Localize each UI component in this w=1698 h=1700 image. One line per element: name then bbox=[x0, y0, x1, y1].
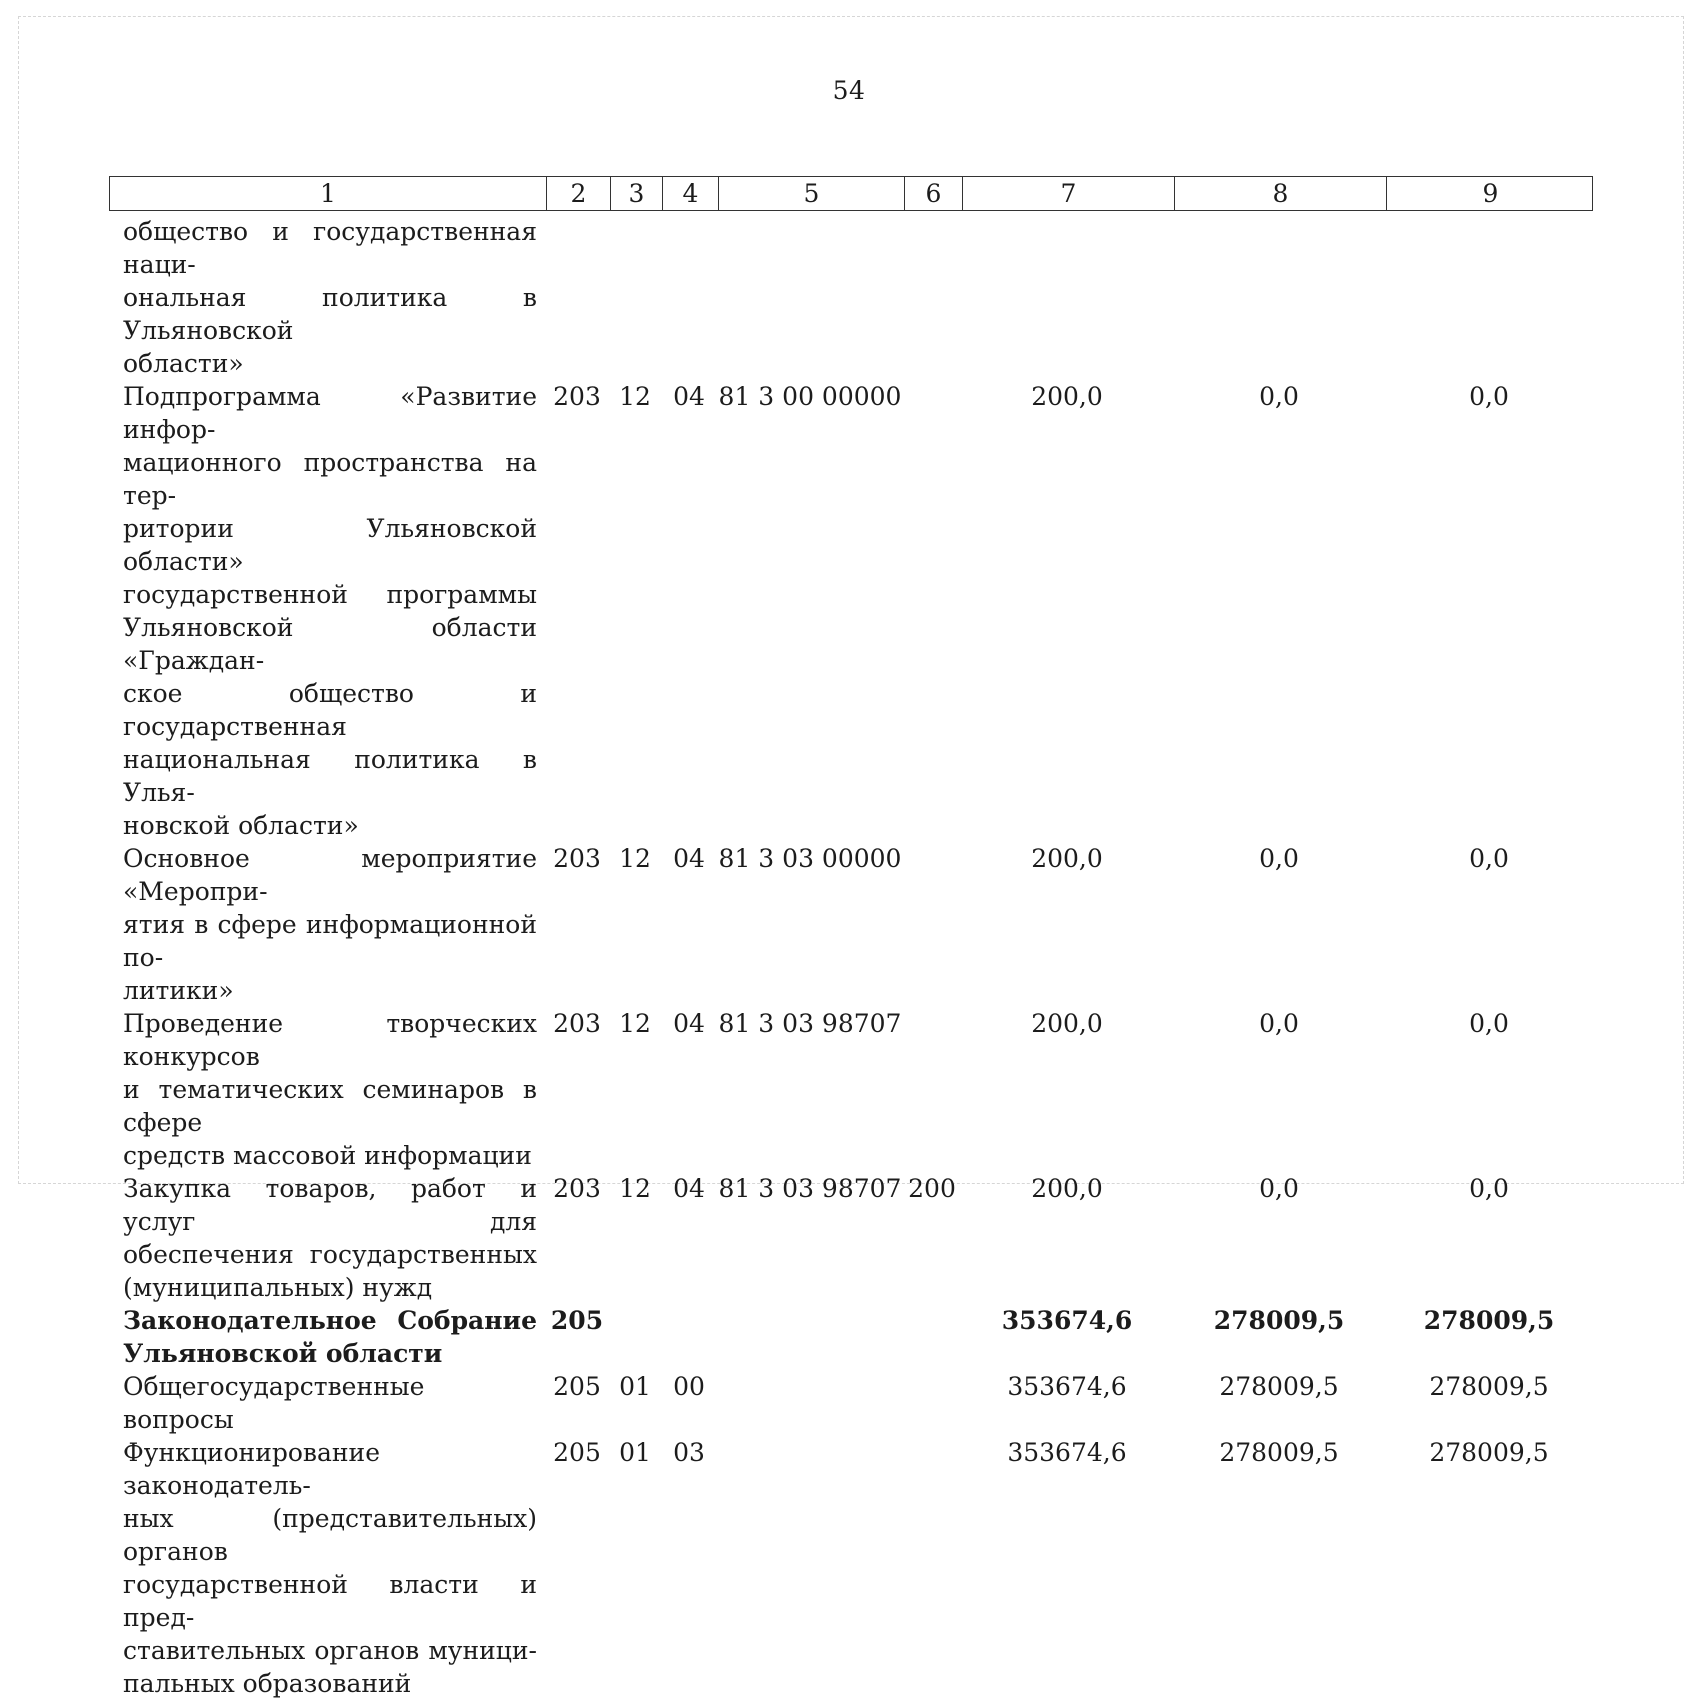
row-name: Закупка товаров, работ и услуг для обеспечения государственных (муниципальных) нужд bbox=[123, 1174, 537, 1302]
row-cell-c8: 278009,5 bbox=[1219, 1438, 1339, 1467]
header-col-7: 7 bbox=[962, 177, 1174, 210]
row-cell-c4: 03 bbox=[673, 1438, 705, 1467]
row-cell-c6 bbox=[903, 1436, 961, 1700]
header-col-1: 1 bbox=[320, 179, 336, 208]
row-cell-c3: 01 bbox=[619, 1372, 651, 1401]
row-cell-c9: 0,0 bbox=[1469, 1174, 1509, 1203]
row-cell-c8: 0,0 bbox=[1259, 844, 1299, 873]
row-name: Основное мероприятие «Меропри- ятия в сфере информационной по- литики» bbox=[123, 844, 537, 1005]
row-cell-c4: 00 bbox=[673, 1372, 705, 1401]
table-row bbox=[109, 380, 1593, 842]
table-row bbox=[109, 1172, 1593, 1304]
row-cell-c5: 81 3 03 98707 bbox=[718, 1009, 902, 1038]
row-cell-c2: 205 bbox=[553, 1438, 601, 1467]
row-cell-c3: 01 bbox=[619, 1438, 651, 1467]
row-name: общество и государственная наци- ональная политика в Ульяновской области» bbox=[123, 217, 537, 378]
header-col-4: 4 bbox=[662, 177, 718, 210]
row-cell-c6 bbox=[903, 215, 961, 380]
row-cell-c8 bbox=[1173, 215, 1385, 380]
row-cell-c3: 12 bbox=[619, 844, 651, 873]
row-name: Подпрограмма «Развитие инфор- мационного пространства на тер- ритории Ульяновской области» государственной программы Ульяновской области «Граждан- ское общество и государственная национальная политика в Улья- новской области» bbox=[123, 382, 537, 840]
row-cell-c6 bbox=[903, 1370, 961, 1436]
row-name: Общегосударственные вопросы bbox=[123, 1372, 425, 1434]
row-cell-c2: 203 bbox=[553, 1009, 601, 1038]
row-cell-c2: 203 bbox=[553, 1174, 601, 1203]
row-cell-c7 bbox=[961, 215, 1173, 380]
row-cell-c2: 203 bbox=[553, 844, 601, 873]
row-cell-c3 bbox=[609, 1304, 661, 1370]
header-col-2: 2 bbox=[546, 177, 610, 210]
row-cell-c7: 200,0 bbox=[1031, 844, 1103, 873]
row-cell-c5 bbox=[717, 1304, 903, 1370]
row-cell-c6 bbox=[903, 842, 961, 1007]
row-cell-c5: 81 3 03 00000 bbox=[718, 844, 902, 873]
row-cell-c7: 200,0 bbox=[1031, 382, 1103, 411]
row-cell-c5 bbox=[717, 1436, 903, 1700]
row-cell-c4 bbox=[661, 1304, 717, 1370]
row-cell-c9: 278009,5 bbox=[1429, 1372, 1549, 1401]
row-cell-c4: 04 bbox=[673, 1174, 705, 1203]
row-cell-c5 bbox=[717, 215, 903, 380]
row-cell-c3: 12 bbox=[619, 382, 651, 411]
table-row bbox=[109, 842, 1593, 1007]
row-name: Функционирование законодатель- ных (представительных) органов государственной власти и пред- ставительных органов муници- пальных образований bbox=[123, 1438, 537, 1698]
row-name: Законодательное Собрание Ульяновской области bbox=[123, 1306, 537, 1368]
budget-table bbox=[109, 176, 1593, 1700]
row-cell-c7: 353674,6 bbox=[1001, 1306, 1133, 1335]
row-cell-c4: 04 bbox=[673, 844, 705, 873]
row-cell-c4: 04 bbox=[673, 382, 705, 411]
row-cell-c9: 0,0 bbox=[1469, 844, 1509, 873]
row-cell-c2 bbox=[545, 215, 609, 380]
row-cell-c8: 278009,5 bbox=[1219, 1372, 1339, 1401]
header-col-8: 8 bbox=[1174, 177, 1386, 210]
row-cell-c3 bbox=[609, 215, 661, 380]
table-body bbox=[109, 215, 1593, 1700]
row-cell-c5: 81 3 00 00000 bbox=[718, 382, 902, 411]
table-row bbox=[109, 215, 1593, 380]
header-col-9: 9 bbox=[1386, 177, 1594, 210]
row-cell-c8: 0,0 bbox=[1259, 1009, 1299, 1038]
header-col-5: 5 bbox=[718, 177, 904, 210]
row-cell-c7: 353674,6 bbox=[1007, 1438, 1127, 1467]
row-cell-c8: 0,0 bbox=[1259, 382, 1299, 411]
page-number: 54 bbox=[832, 76, 866, 105]
row-name: Проведение творческих конкурсов и тематических семинаров в сфере средств массовой информации bbox=[123, 1009, 537, 1170]
row-cell-c4: 04 bbox=[673, 1009, 705, 1038]
row-cell-c9: 278009,5 bbox=[1423, 1306, 1555, 1335]
header-col-6: 6 bbox=[904, 177, 962, 210]
row-cell-c7: 200,0 bbox=[1031, 1009, 1103, 1038]
row-cell-c9 bbox=[1385, 215, 1593, 380]
row-cell-c6 bbox=[903, 1304, 961, 1370]
row-cell-c9: 0,0 bbox=[1469, 1009, 1509, 1038]
row-cell-c3: 12 bbox=[619, 1009, 651, 1038]
row-cell-c5: 81 3 03 98707 bbox=[718, 1174, 902, 1203]
row-cell-c2: 205 bbox=[553, 1372, 601, 1401]
row-cell-c5 bbox=[717, 1370, 903, 1436]
row-cell-c6 bbox=[903, 1007, 961, 1172]
row-cell-c8: 278009,5 bbox=[1213, 1306, 1345, 1335]
row-cell-c4 bbox=[661, 215, 717, 380]
row-cell-c6 bbox=[903, 380, 961, 842]
header-col-3: 3 bbox=[610, 177, 662, 210]
row-cell-c2: 205 bbox=[550, 1306, 604, 1335]
table-row bbox=[109, 1304, 1593, 1370]
table-row bbox=[109, 1370, 1593, 1436]
table-row bbox=[109, 1007, 1593, 1172]
row-cell-c7: 353674,6 bbox=[1007, 1372, 1127, 1401]
table-row bbox=[109, 1436, 1593, 1700]
table-header bbox=[109, 176, 1593, 211]
row-cell-c9: 278009,5 bbox=[1429, 1438, 1549, 1467]
row-cell-c7: 200,0 bbox=[1031, 1174, 1103, 1203]
row-cell-c3: 12 bbox=[619, 1174, 651, 1203]
row-cell-c9: 0,0 bbox=[1469, 382, 1509, 411]
row-cell-c6: 200 bbox=[908, 1174, 956, 1203]
row-cell-c8: 0,0 bbox=[1259, 1174, 1299, 1203]
row-cell-c2: 203 bbox=[553, 382, 601, 411]
